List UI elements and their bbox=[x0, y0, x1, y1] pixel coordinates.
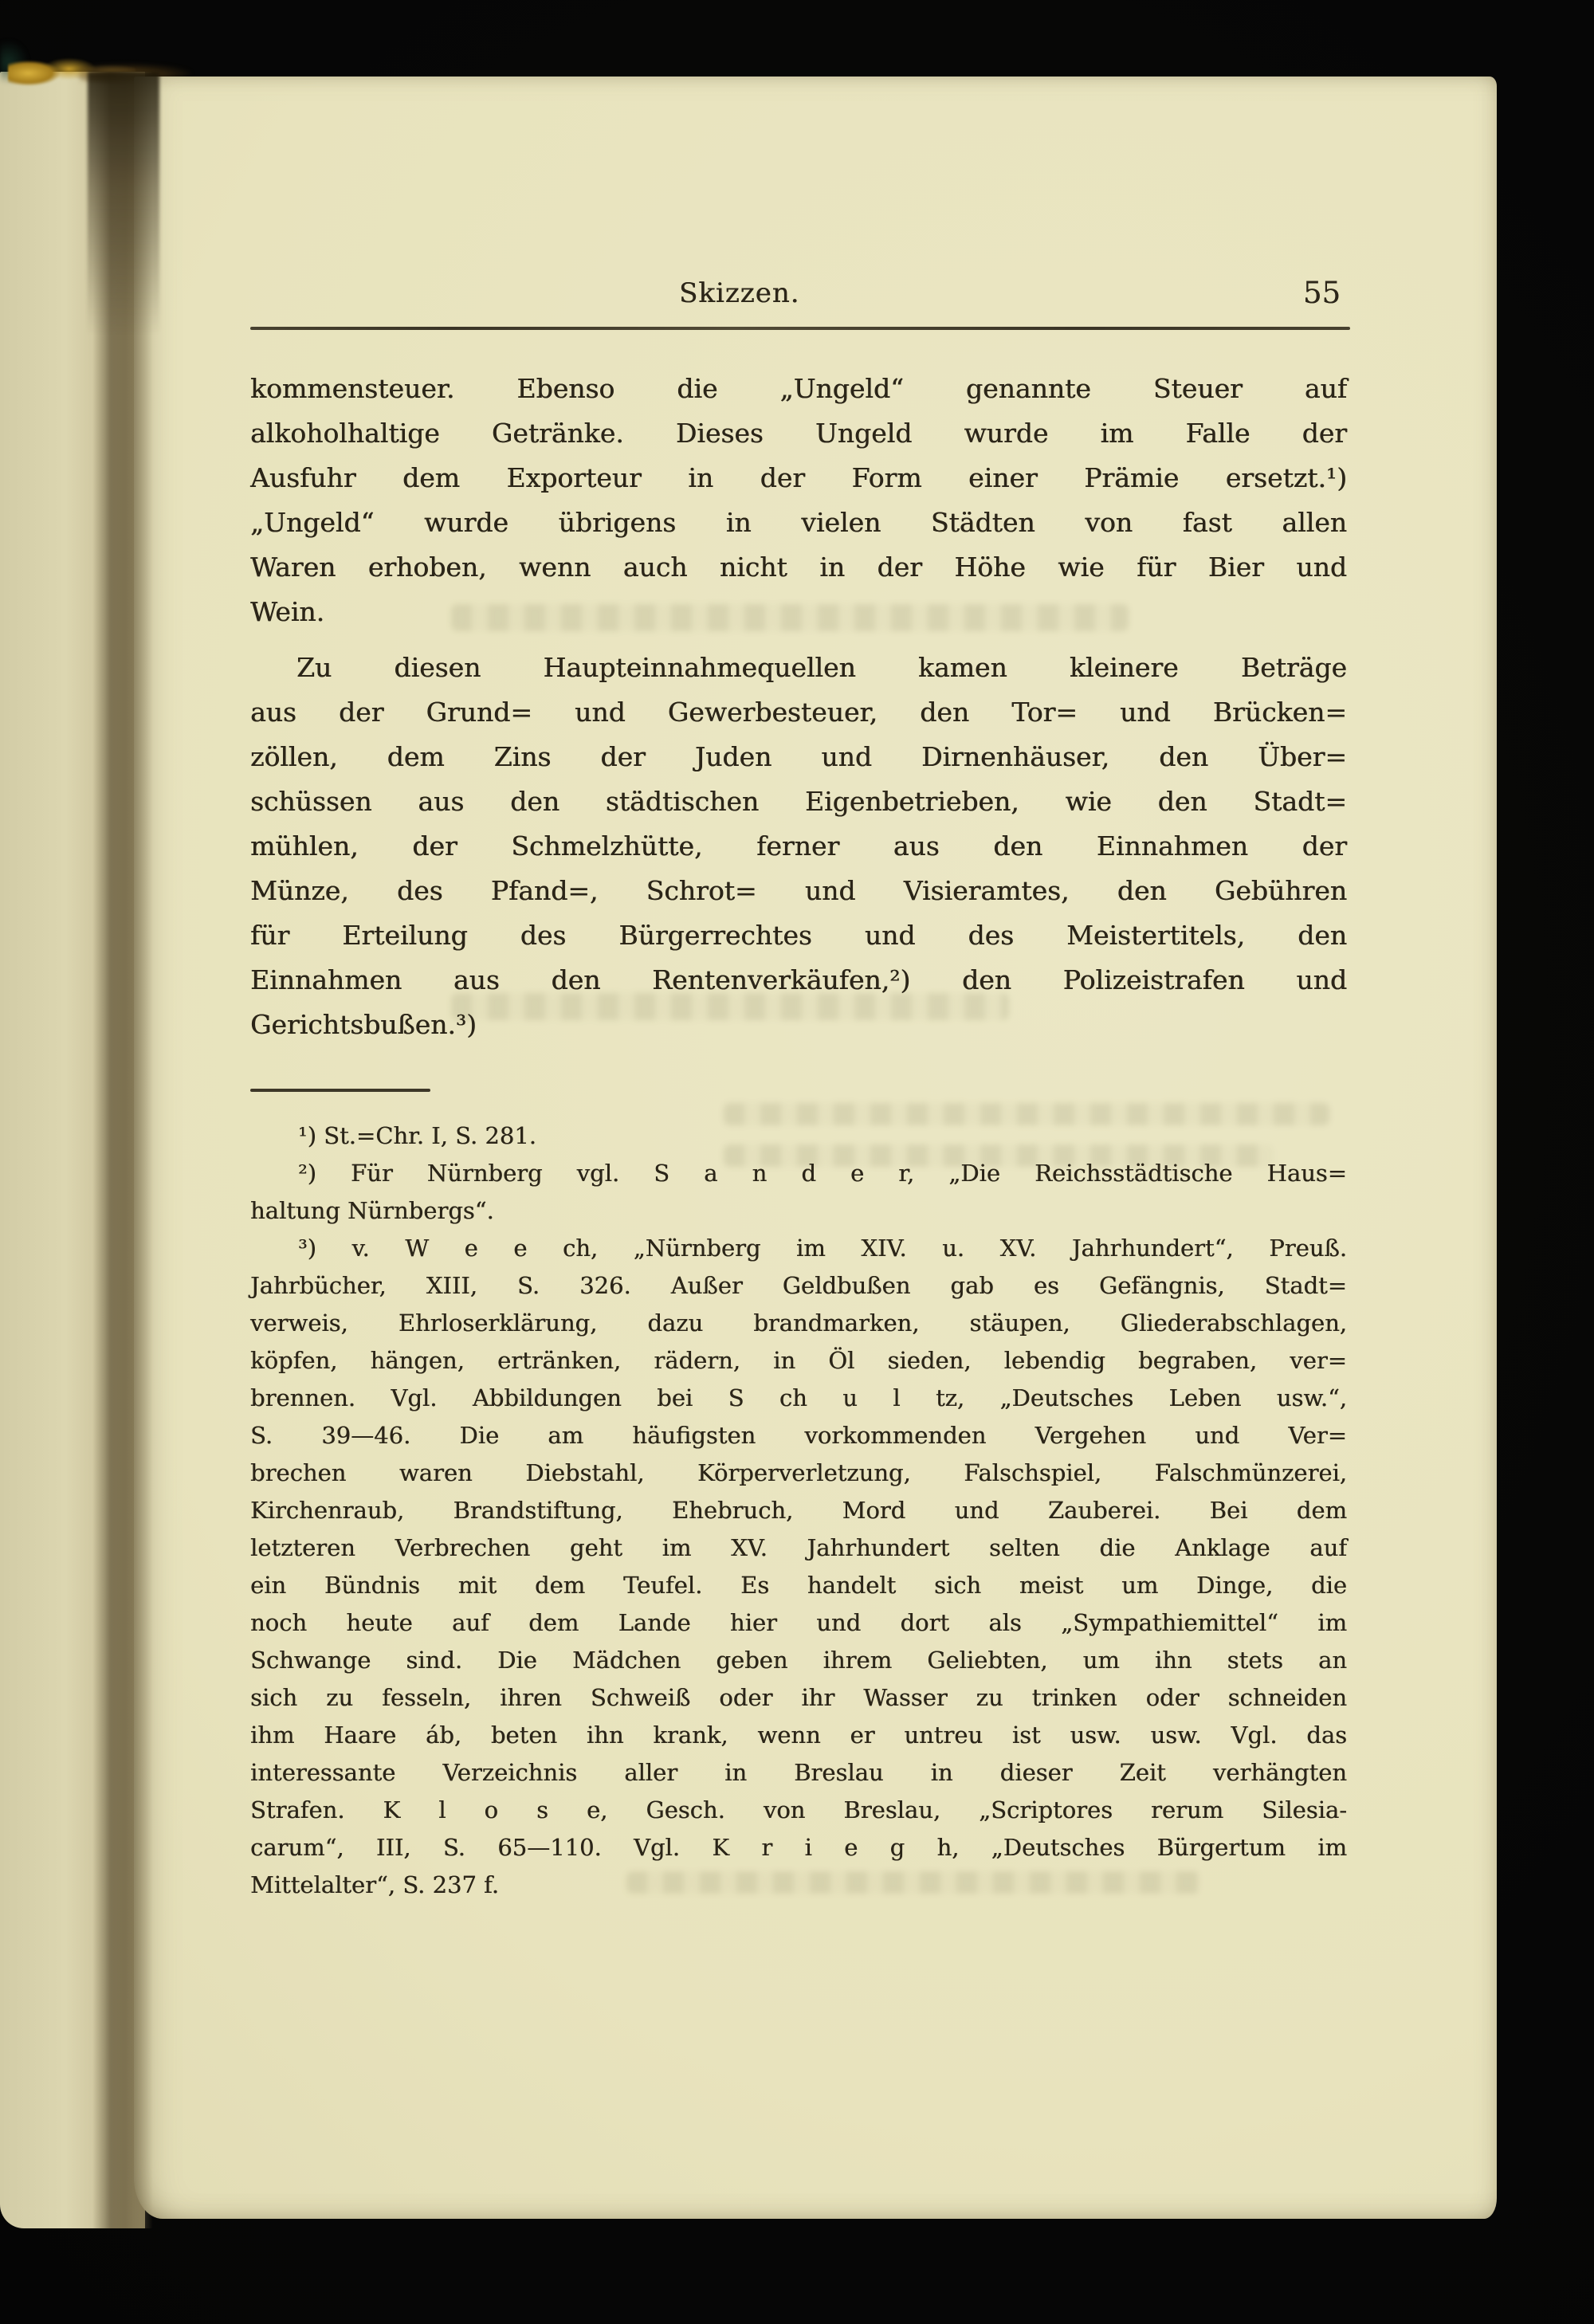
footnote-line: noch heute auf dem Lande hier und dort als „Sympathiemittel“ im bbox=[250, 1609, 1347, 1636]
footnote-line: Jahrbücher, XIII, S. 326. Außer Geldbußen gab es Gefängnis, Stadt= bbox=[250, 1272, 1347, 1299]
footnote-line: Kirchenraub, Brandstiftung, Ehebruch, Mord und Zauberei. Bei dem bbox=[250, 1497, 1347, 1524]
footnotes bbox=[250, 1117, 1347, 1904]
running-head-title: Skizzen. bbox=[679, 277, 800, 309]
footnote-line: haltung Nürnbergs“. bbox=[250, 1197, 494, 1224]
footnote-line: brennen. Vgl. Abbildungen bei S ch u l tz, „Deutsches Leben usw.“, bbox=[250, 1384, 1347, 1411]
text-line: Münze, des Pfand=, Schrot= und Visieramtes, den Gebühren bbox=[250, 875, 1347, 906]
footnote-line: ³) v. W e e ch, „Nürnberg im XIV. u. XV. Jahrhundert“, Preuß. bbox=[298, 1235, 1347, 1262]
footnote-line: Mittelalter“, S. 237 f. bbox=[250, 1871, 499, 1898]
gutter-shadow-top bbox=[88, 72, 159, 335]
running-head bbox=[250, 277, 1349, 316]
text-line: „Ungeld“ wurde übrigens in vielen Städten von fast allen bbox=[250, 507, 1347, 538]
text-line: mühlen, der Schmelzhütte, ferner aus den Einnahmen der bbox=[250, 830, 1347, 862]
book-page bbox=[134, 77, 1497, 2219]
footnote-line: ¹) St.=Chr. I, S. 281. bbox=[298, 1122, 536, 1149]
footnote-line: brechen waren Diebstahl, Körperverletzung, Falschspiel, Falschmünzerei, bbox=[250, 1459, 1347, 1486]
footnote-line: ein Bündnis mit dem Teufel. Es handelt sich meist um Dinge, die bbox=[250, 1572, 1347, 1599]
footnote-line: S. 39—46. Die am häufigsten vorkommenden Vergehen und Ver= bbox=[250, 1422, 1347, 1449]
footnote-line: verweis, Ehrloserklärung, dazu brandmarken, stäupen, Gliederabschlagen, bbox=[250, 1309, 1347, 1337]
gutter-shadow bbox=[92, 72, 153, 2228]
text-line: für Erteilung des Bürgerrechtes und des Meistertitels, den bbox=[250, 920, 1347, 951]
body-text bbox=[250, 367, 1347, 1047]
text-line: kommensteuer. Ebenso die „Ungeld“ genannte Steuer auf bbox=[250, 373, 1347, 404]
text-line: Ausfuhr dem Exporteur in der Form einer Prämie ersetzt.¹) bbox=[250, 462, 1347, 493]
text-line: Wein. bbox=[250, 596, 325, 627]
text-line: Waren erhoben, wenn auch nicht in der Höhe wie für Bier und bbox=[250, 552, 1347, 583]
footnote-line: sich zu fesseln, ihren Schweiß oder ihr Wasser zu trinken oder schneiden bbox=[250, 1684, 1347, 1711]
text-line: Einnahmen aus den Rentenverkäufen,²) den Polizeistrafen und bbox=[250, 964, 1347, 995]
page-number: 55 bbox=[1302, 276, 1341, 310]
text-line: Gerichtsbußen.³) bbox=[250, 1009, 477, 1040]
footnote-line: carum“, III, S. 65—110. Vgl. K r i e g h, „Deutsches Bürgertum im bbox=[250, 1834, 1347, 1861]
footnote-line: köpfen, hängen, ertränken, rädern, in Öl sieden, lebendig begraben, ver= bbox=[250, 1347, 1347, 1374]
text-line: zöllen, dem Zins der Juden und Dirnenhäuser, den Über= bbox=[250, 741, 1347, 772]
text-line: alkoholhaltige Getränke. Dieses Ungeld wurde im Falle der bbox=[250, 418, 1347, 449]
header-rule bbox=[250, 327, 1350, 330]
text-line: aus der Grund= und Gewerbesteuer, den Tor= und Brücken= bbox=[250, 697, 1347, 728]
text-line: Zu diesen Haupteinnahmequellen kamen kleinere Beträge bbox=[296, 652, 1347, 683]
footnote-line: Strafen. K l o s e, Gesch. von Breslau, „Scriptores rerum Silesia- bbox=[250, 1796, 1347, 1823]
footnote-line: ihm Haare áb, beten ihn krank, wenn er untreu ist usw. usw. Vgl. das bbox=[250, 1721, 1347, 1749]
footnote-line: interessante Verzeichnis aller in Breslau in dieser Zeit verhängten bbox=[250, 1759, 1347, 1786]
footnote-line: letzteren Verbrechen geht im XV. Jahrhundert selten die Anklage auf bbox=[250, 1534, 1347, 1561]
text-line: schüssen aus den städtischen Eigenbetrieben, wie den Stadt= bbox=[250, 786, 1347, 817]
footnote-line: ²) Für Nürnberg vgl. S a n d e r, „Die Reichsstädtische Haus= bbox=[298, 1160, 1347, 1187]
footnote-separator bbox=[250, 1089, 430, 1092]
footnote-line: Schwange sind. Die Mädchen geben ihrem Geliebten, um ihn stets an bbox=[250, 1647, 1347, 1674]
